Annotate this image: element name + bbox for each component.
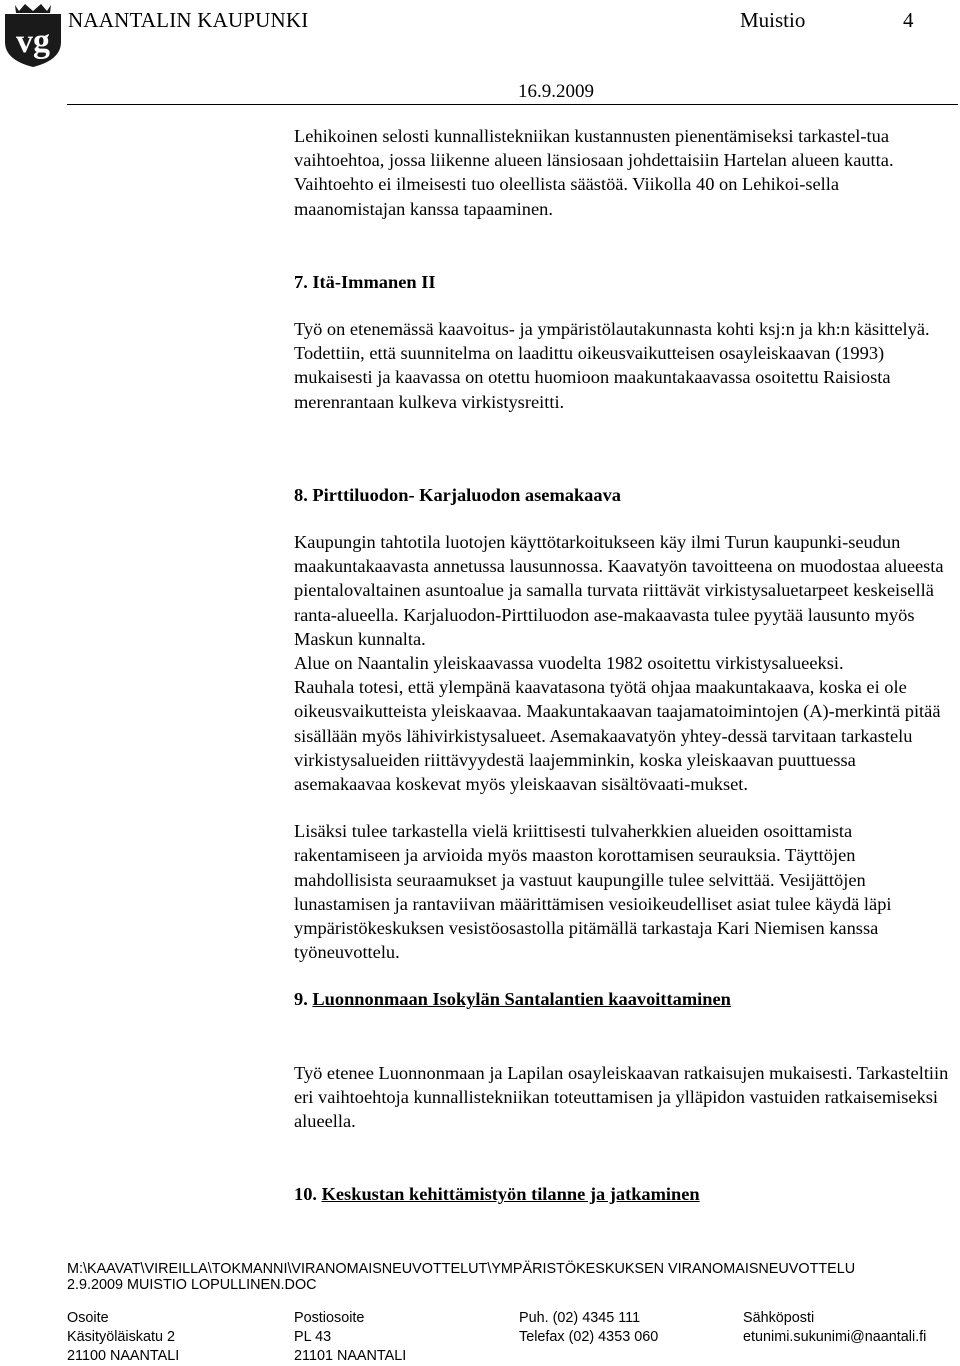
section-8-paragraph-2: Alue on Naantalin yleiskaavassa vuodelta 1982 osoitettu virkistysalueeksi.	[294, 653, 844, 674]
document-type: Muistio	[740, 8, 806, 32]
email-label: Sähköposti	[743, 1310, 815, 1326]
address-line-1: Käsityöläiskatu 2	[67, 1329, 175, 1345]
file-path-footer	[67, 1261, 955, 1293]
postal-line-1: PL 43	[294, 1329, 332, 1345]
file-path-line-1: M:\KAAVAT\VIREILLA\TOKMANNI\VIRANOMAISNEUVOTTELUT\YMPÄRISTÖKESKUKSEN VIRANOMAISNEUVOTTELU	[67, 1261, 856, 1277]
organization-name: NAANTALIN KAUPUNKI	[68, 8, 309, 32]
section-10-heading	[294, 1182, 954, 1206]
section-7-heading: 7. Itä-Immanen II	[294, 271, 436, 292]
file-path-line-2: 2.9.2009 MUISTIO LOPULLINEN.DOC	[67, 1277, 317, 1293]
phone-label: Puh. (02) 4345 111	[519, 1310, 641, 1326]
phone-column	[519, 1309, 658, 1347]
section-8-paragraph-1: Kaupungin tahtotila luotojen käyttötarkoitukseen käy ilmi Turun kaupunki-seudun maakuntakaavasta annetussa lausunnossa. Kaavatyön tavoitteena on muodostaa alueesta pientalovaltainen asuntoalue ja samalla turvata riittävät virkistysaluetarpeet keskeisellä ranta-alueella. Karjaluodon-Pirttiluodon ase-makaavasta tulee pyytää lausunto myös Maskun kunnalta.	[294, 532, 944, 649]
section-7-paragraph-1: Työ on etenemässä kaavoitus- ja ympäristölautakunnasta kohti ksj:n ja kh:n käsittelyä.	[294, 319, 930, 340]
paragraph-lehikoinen: Lehikoinen selosti kunnallistekniikan kustannusten pienentämiseksi tarkastel-tua vaihtoehtoa, jossa liikenne alueen länsiosaan johdettaisiin Hartelan alueen kautta. Vaihtoehto ei ilmeisesti tuo oleellista säästöä. Viikolla 40 on Lehikoi-sella maanomistajan kanssa tapaaminen.	[294, 126, 894, 219]
postal-line-2: 21101 NAANTALI	[294, 1348, 407, 1364]
section-9-paragraph-1: Työ etenee Luonnonmaan ja Lapilan osayleiskaavan ratkaisujen mukaisesti. Tarkasteltiin eri vaihtoehtoja kunnallistekniikan toteuttamisen ja ylläpidon vastuiden ratkaisemiseksi alueella.	[294, 1062, 949, 1132]
section-10-title: Keskustan kehittämistyön tilanne ja jatkaminen	[321, 1184, 700, 1205]
email-address[interactable]: etunimi.sukunimi@naantali.fi	[743, 1329, 927, 1345]
section-9-number: 9.	[294, 989, 313, 1010]
section-9-title: Luonnonmaan Isokylän Santalantien kaavoittaminen	[312, 989, 731, 1010]
section-10-number: 10.	[294, 1184, 322, 1205]
postal-column	[294, 1309, 406, 1366]
postal-label: Postiosoite	[294, 1310, 365, 1326]
section-8-heading: 8. Pirttiluodon- Karjaluodon asemakaava	[294, 484, 621, 505]
address-label: Osoite	[67, 1310, 109, 1326]
section-8-paragraph-3: Rauhala totesi, että ylempänä kaavatasona työtä ohjaa maakuntakaava, koska ei ole oikeusvaikutteista yleiskaavaa. Maakuntakaavan taajamatoimintojen (A)-merkintä pitää sisällään myös lähivirkistysalueet. Asemakaavatyön yhtey-dessä tarvitaan tarkastelu virkistysalueiden riittävyydestä laajemminkin, koska yleiskaavan puuttuessa asemakaavaa koskevat myös yleiskaavan sisältövaati-mukset.	[294, 677, 941, 795]
document-body	[294, 124, 954, 1207]
fax-line: Telefax (02) 4353 060	[519, 1329, 659, 1345]
address-line-2: 21100 NAANTALI	[67, 1348, 180, 1364]
section-8-paragraph-4: Lisäksi tulee tarkastella vielä kriittisesti tulvaherkkien alueiden osoittamista rakentamiseen ja arvioida myös maaston korottamisen seurauksia. Täyttöjen mahdollisista seuraamukset ja vastuut kaupungille tulee selvittää. Vesijättöjen lunastamisen ja rantaviivan määrittämisen vesioikeudelliset asiat tulee käydä läpi ympäristökeskuksen vesistöosastolla pitämällä tarkastaja Kari Niemisen kanssa työneuvottelu.	[294, 821, 892, 963]
city-coat-of-arms-icon	[3, 2, 63, 68]
section-9-heading	[294, 987, 954, 1011]
address-column	[67, 1309, 179, 1366]
document-date: 16.9.2009	[518, 81, 594, 102]
page-number: 4	[903, 8, 914, 32]
logo-letters: vg	[16, 23, 50, 60]
header-divider	[67, 104, 958, 105]
section-7-paragraph-2: Todettiin, että suunnitelma on laadittu oikeusvaikutteisen osayleiskaavan (1993) mukaisesti ja kaavassa on otettu huomioon maakuntakaavassa osoitettu Raisiosta merenrantaan kulkeva virkistysreitti.	[294, 343, 891, 412]
email-column	[743, 1309, 926, 1347]
